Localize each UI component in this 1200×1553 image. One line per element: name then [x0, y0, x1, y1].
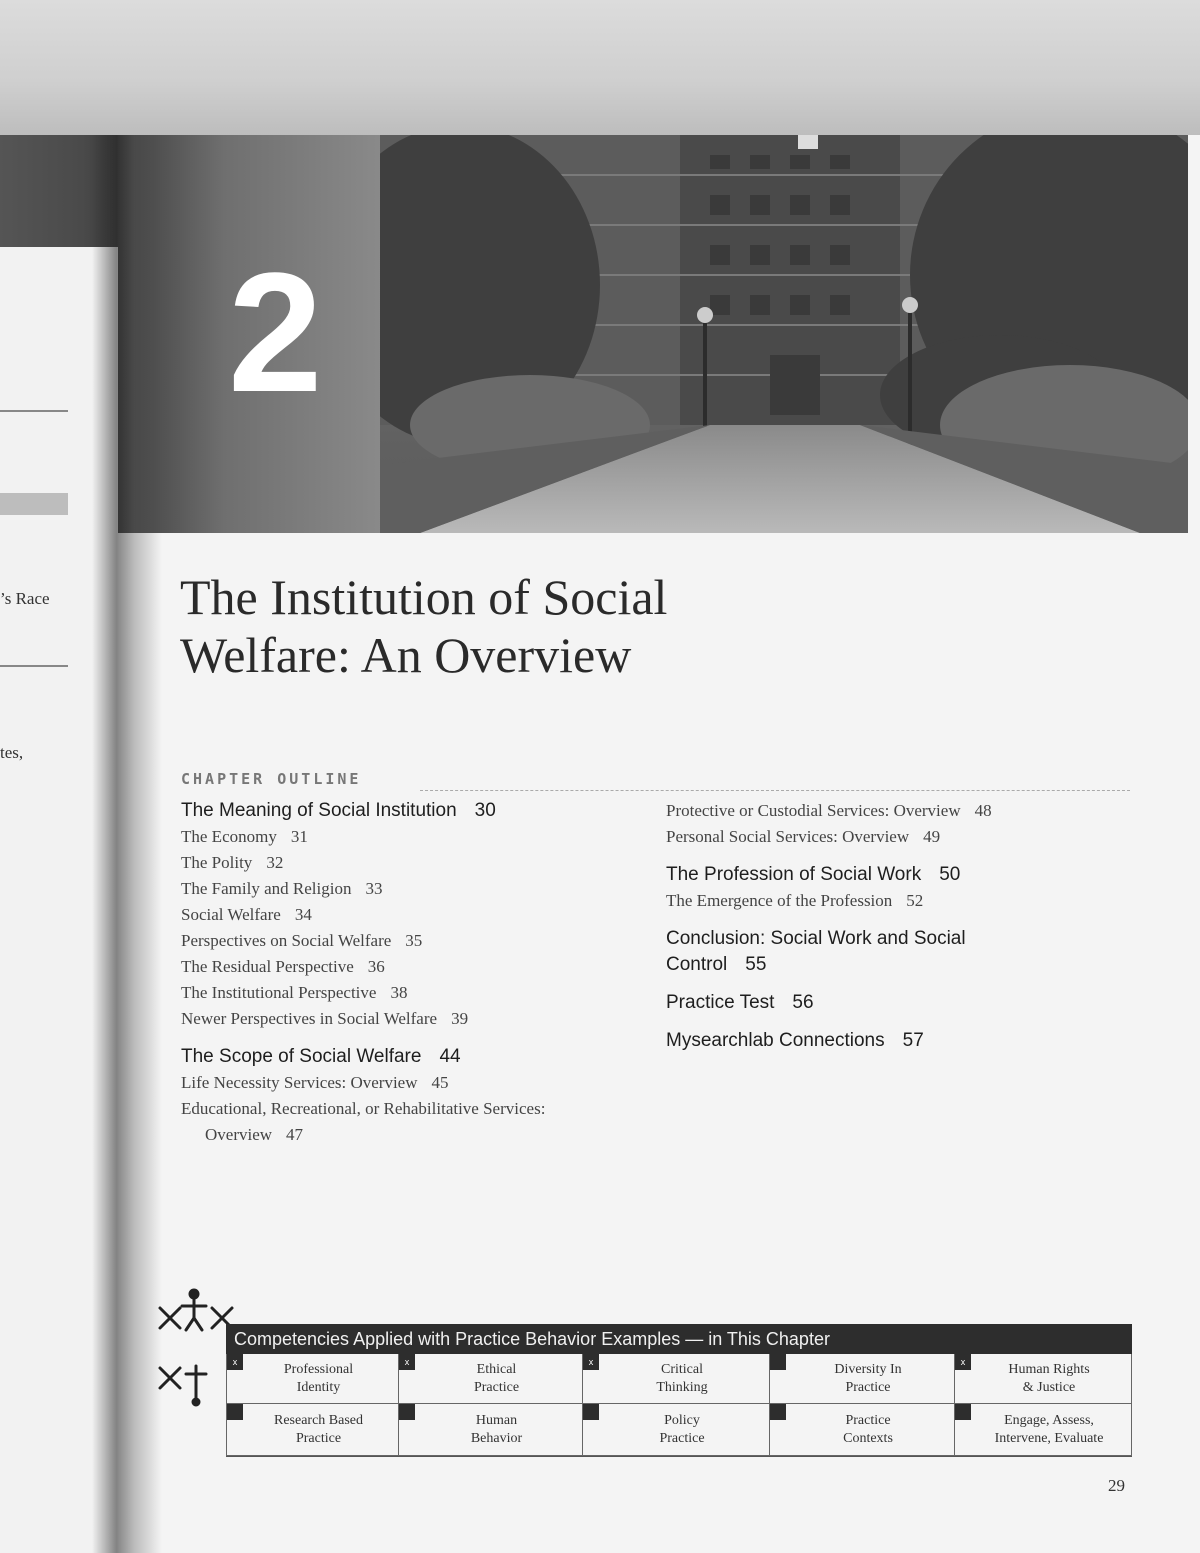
outline-page-number: 55	[745, 954, 767, 975]
competency-label: Research Based Practice	[273, 1412, 364, 1446]
chapter-number: 2	[228, 238, 323, 428]
outline-entry	[181, 876, 651, 902]
outline-page-number: 48	[974, 801, 992, 820]
outline-page-number: 30	[474, 800, 496, 821]
outline-divider	[420, 790, 1130, 791]
facing-page-rule	[0, 410, 68, 412]
check-mark: x	[583, 1354, 599, 1370]
outline-entry-text: The Economy	[181, 827, 277, 846]
competency-cell	[770, 1354, 955, 1404]
competency-cell	[770, 1404, 955, 1456]
competency-label: Policy Practice	[659, 1412, 705, 1446]
outline-heading	[181, 798, 651, 824]
facing-page-rule	[0, 665, 68, 667]
check-mark: x	[399, 1354, 415, 1370]
outline-column-right	[666, 798, 1136, 1054]
competency-cell	[399, 1404, 583, 1456]
outline-entry	[181, 954, 651, 980]
outline-page-number: 38	[390, 983, 408, 1002]
outline-entry-text: Personal Social Services: Overview	[666, 827, 910, 846]
outline-page-number: 44	[439, 1046, 461, 1067]
outline-entry-text: The Family and Religion	[181, 879, 352, 898]
outline-entry-text: Protective or Custodial Services: Overview	[666, 801, 961, 820]
outline-heading	[666, 926, 1136, 952]
competency-cell	[226, 1404, 399, 1456]
facing-page-fragment: ’s Race	[0, 589, 50, 608]
outline-page-number: 39	[451, 1009, 469, 1028]
competency-cell	[583, 1354, 770, 1404]
outline-entry-text: Newer Perspectives in Social Welfare	[181, 1009, 438, 1028]
competency-cell	[955, 1354, 1132, 1404]
competency-label: Ethical Practice	[473, 1361, 520, 1395]
outline-entry	[181, 928, 651, 954]
outline-heading-text: Control	[666, 954, 728, 975]
outline-entry	[181, 850, 651, 876]
outline-entry-text: The Polity	[181, 853, 253, 872]
outline-page-number: 50	[939, 864, 961, 885]
chapter-title-line: Welfare: An Overview	[180, 627, 632, 683]
empty-mark	[955, 1404, 971, 1420]
outline-entry	[666, 888, 1136, 914]
outline-entry	[181, 1122, 651, 1148]
competency-label: Professional Identity	[283, 1361, 354, 1395]
competency-cell	[226, 1354, 399, 1404]
outline-entry-text: Perspectives on Social Welfare	[181, 931, 392, 950]
outline-entry	[181, 980, 651, 1006]
outline-entry	[181, 902, 651, 928]
outline-entry	[181, 1096, 651, 1122]
outline-page-number: 47	[286, 1125, 304, 1144]
outline-heading-text: Mysearchlab Connections	[666, 1030, 885, 1051]
outline-page-number: 49	[923, 827, 941, 846]
outline-entry	[181, 1070, 651, 1096]
scan-top-shadow	[0, 0, 1200, 135]
outline-heading-text: The Profession of Social Work	[666, 864, 922, 885]
outline-heading	[666, 862, 1136, 888]
competency-label: Practice Contexts	[843, 1412, 893, 1446]
check-mark: x	[227, 1354, 243, 1370]
outline-entry	[181, 1006, 651, 1032]
competencies-grid	[226, 1354, 1132, 1457]
chapter-title-line: The Institution of Social	[180, 569, 668, 625]
outline-page-number: 45	[431, 1073, 449, 1092]
outline-heading-text: The Scope of Social Welfare	[181, 1046, 422, 1067]
outline-entry	[181, 824, 651, 850]
outline-entry	[666, 798, 1136, 824]
chapter-photo	[380, 135, 1188, 533]
outline-entry	[666, 824, 1136, 850]
outline-page-number: 56	[792, 992, 814, 1013]
outline-page-number: 34	[294, 905, 312, 924]
competency-cell	[399, 1354, 583, 1404]
outline-heading-text: The Meaning of Social Institution	[181, 800, 457, 821]
empty-mark	[227, 1404, 243, 1420]
outline-entry-text: Overview	[205, 1125, 273, 1144]
outline-entry-text: Educational, Recreational, or Rehabilitative Services:	[181, 1099, 546, 1118]
chapter-title	[180, 568, 880, 684]
facing-page-grey-bar	[0, 493, 68, 515]
competency-label: Engage, Assess, Intervene, Evaluate	[994, 1412, 1104, 1446]
check-mark: x	[955, 1354, 971, 1370]
competency-label: Diversity In Practice	[834, 1361, 902, 1395]
outline-entry-text: The Institutional Perspective	[181, 983, 377, 1002]
outline-entry-text: The Emergence of the Profession	[666, 891, 893, 910]
outline-page-number: 52	[906, 891, 924, 910]
empty-mark	[770, 1354, 786, 1370]
facing-page-fragment: tes,	[0, 743, 24, 762]
outline-heading	[666, 990, 1136, 1016]
outline-page-number: 31	[290, 827, 308, 846]
competency-label: Critical Thinking	[656, 1361, 708, 1395]
page-number: 29	[1108, 1476, 1125, 1495]
building-courtyard-image	[380, 135, 1188, 533]
outline-page-number: 35	[405, 931, 423, 950]
competency-cell	[955, 1404, 1132, 1456]
competencies-header: Competencies Applied with Practice Behavior Examples — in This Chapter	[226, 1324, 1132, 1354]
empty-mark	[770, 1404, 786, 1420]
chapter-outline-label: CHAPTER OUTLINE	[181, 770, 362, 788]
outline-heading	[666, 952, 1136, 978]
outline-heading-text: Conclusion: Social Work and Social	[666, 928, 966, 949]
competency-cell	[583, 1404, 770, 1456]
outline-entry-text: The Residual Perspective	[181, 957, 354, 976]
outline-heading	[666, 1028, 1136, 1054]
outline-column-left	[181, 798, 651, 1148]
competency-label: Human Rights & Justice	[1008, 1361, 1090, 1395]
people-circle-icon	[152, 1288, 236, 1413]
empty-mark	[399, 1404, 415, 1420]
outline-page-number: 36	[367, 957, 385, 976]
outline-entry-text: Life Necessity Services: Overview	[181, 1073, 418, 1092]
outline-page-number: 33	[365, 879, 383, 898]
outline-heading-text: Practice Test	[666, 992, 775, 1013]
outline-entry-text: Social Welfare	[181, 905, 281, 924]
competency-label: Human Behavior	[470, 1412, 523, 1446]
outline-heading	[181, 1044, 651, 1070]
outline-page-number: 32	[266, 853, 284, 872]
empty-mark	[583, 1404, 599, 1420]
outline-page-number: 57	[902, 1030, 924, 1051]
